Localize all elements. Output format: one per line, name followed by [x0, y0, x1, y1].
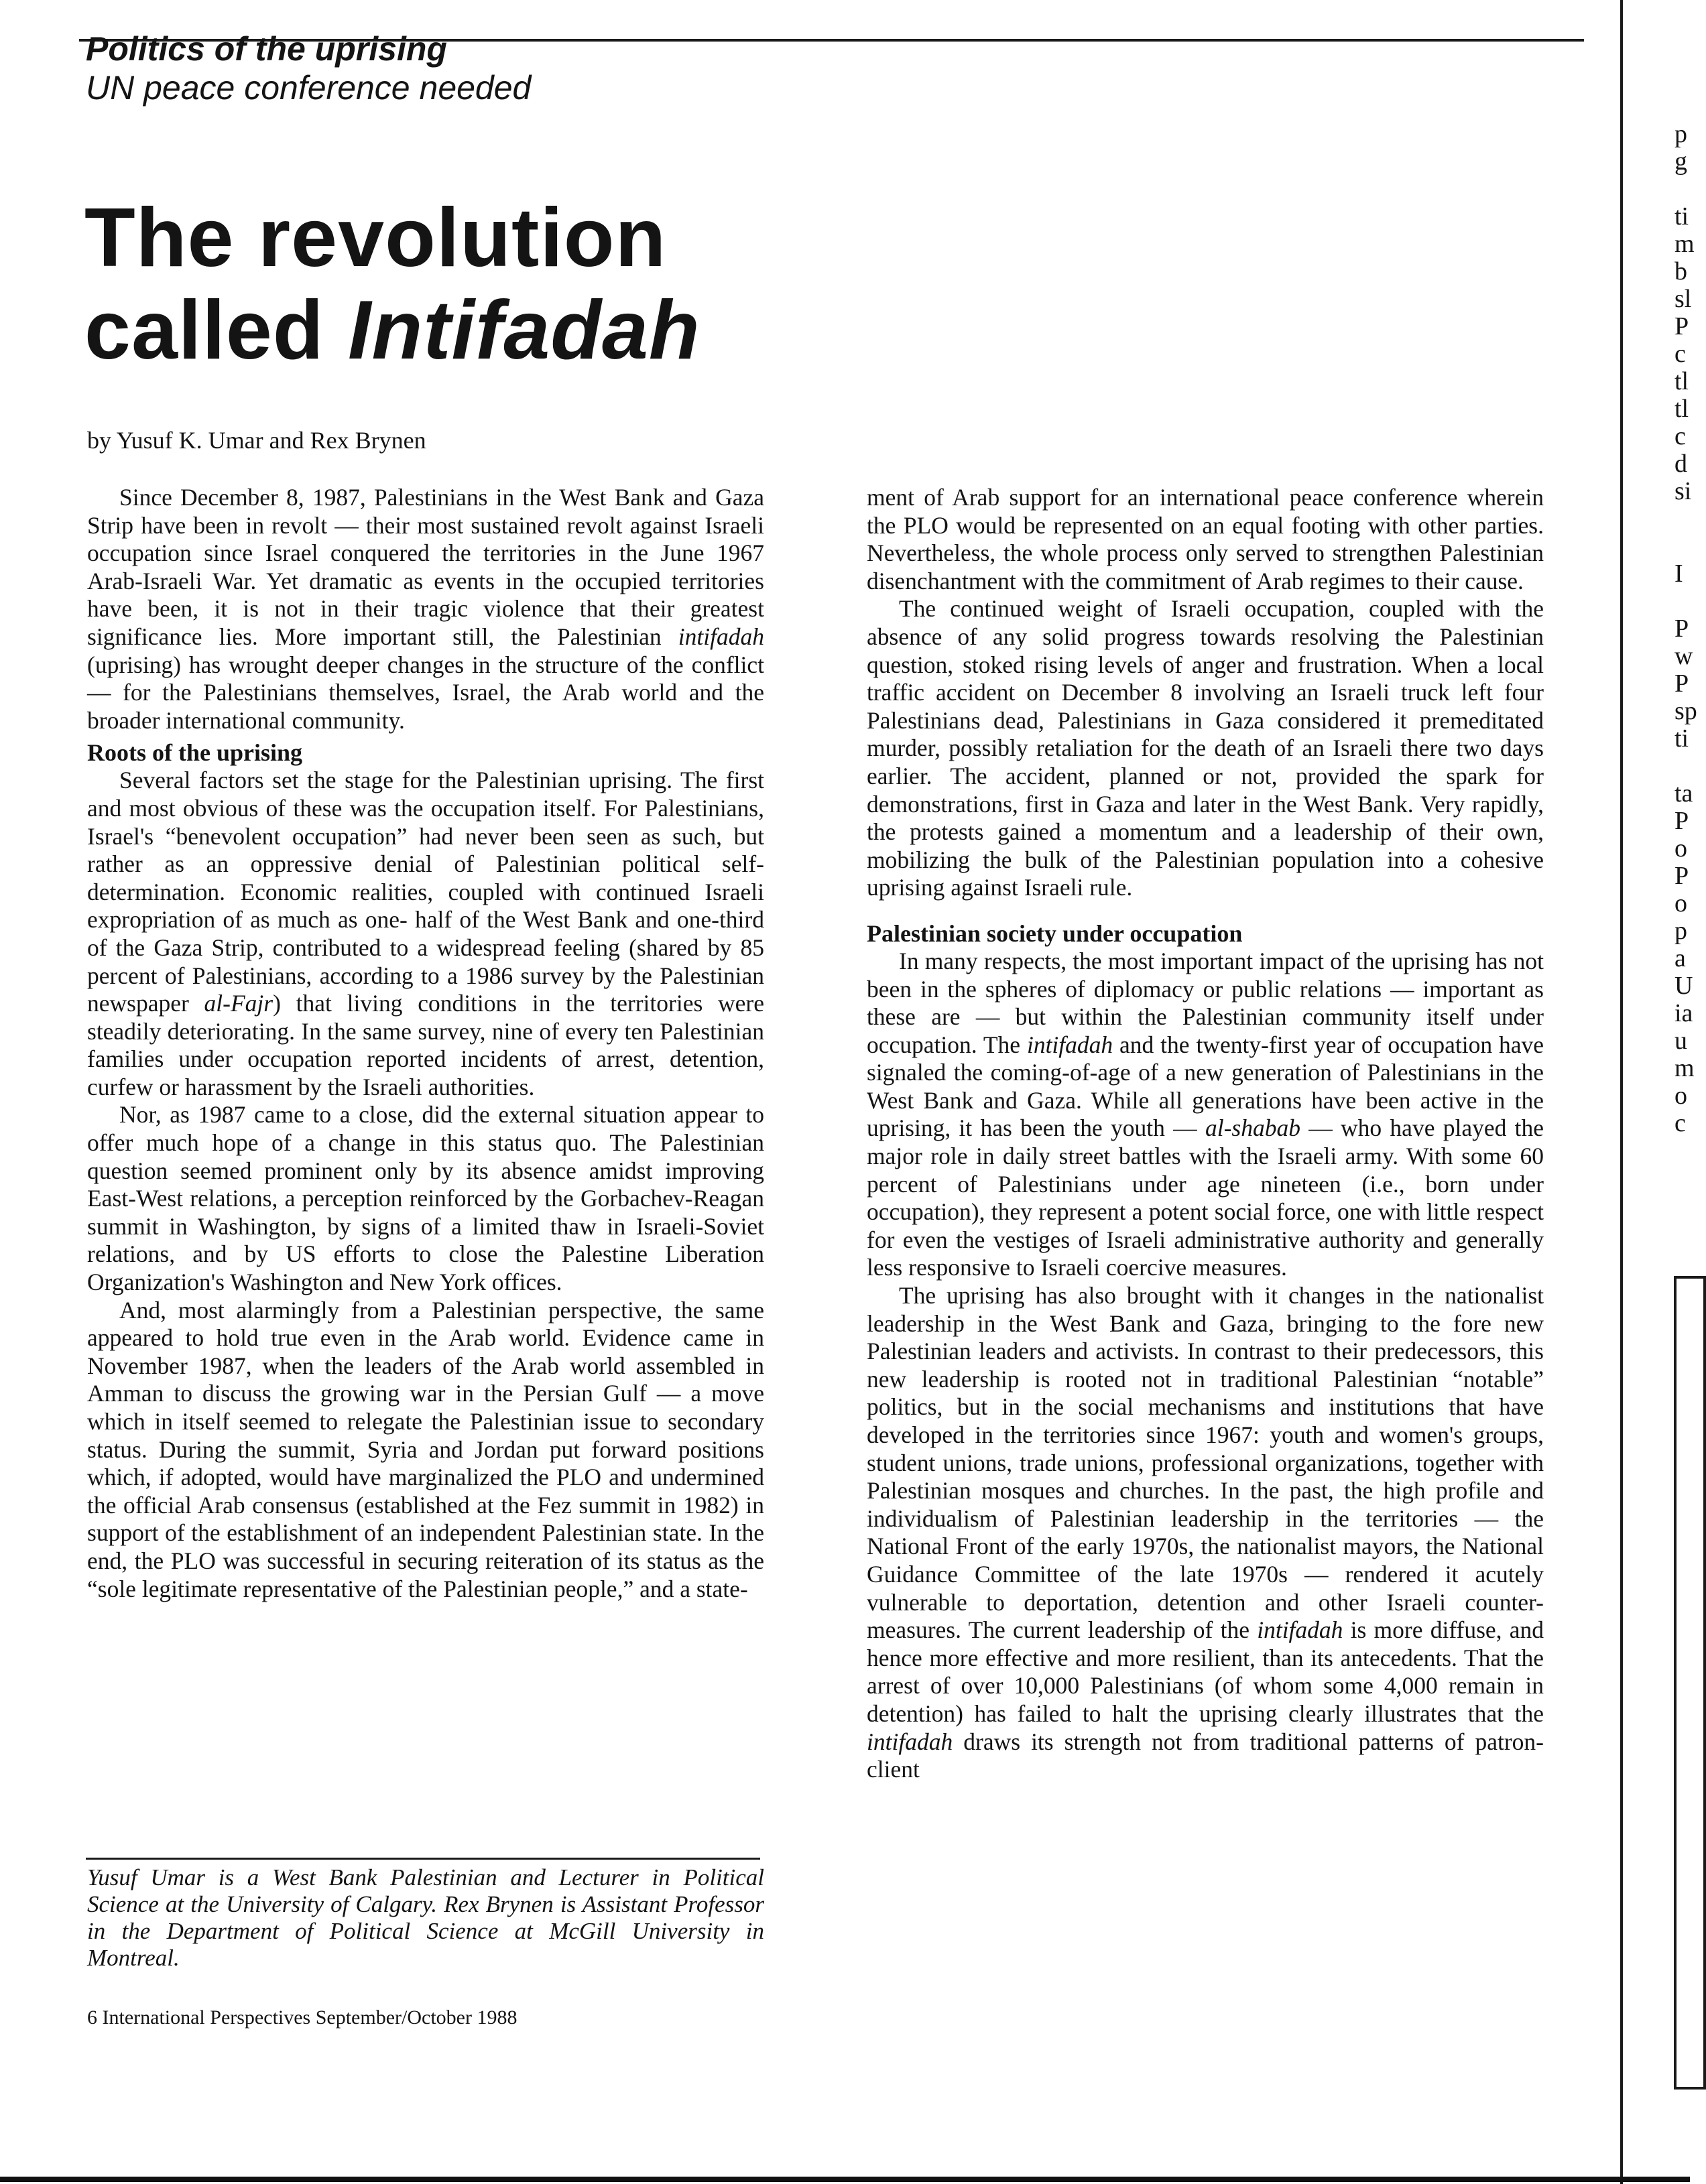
- author-bio: Yusuf Umar is a West Bank Palestinian and Lecturer in Political Science at the University of Calgary. Rex Brynen is Assistant Professor in the Department of Political Science at McGill University in Montreal.: [87, 1864, 764, 1971]
- bottom-rule: [0, 2177, 1690, 2182]
- article-headline: [84, 192, 700, 377]
- paragraph: Since December 8, 1987, Palestinians in the West Bank and Gaza Strip have been in revolt — their most sustained revolt against Israeli occupation since Israel conquered the territories in the June 1967 Arab-Israeli War. Yet dramatic as events in the occupied territories have been, it is not in their tragic violence that their greatest significance lies. More important still, the Palestinian intifadah (uprising) has wrought deeper changes in the structure of the conflict — for the Palestinians themselves, Israel, the Arab world and the broader international community.: [87, 484, 764, 734]
- next-page-edge-text: [1674, 121, 1697, 1137]
- headline-line-2-italic: Intifadah: [348, 284, 700, 377]
- next-page-fragment: si: [1674, 477, 1692, 505]
- next-page-fragment: o: [1674, 1082, 1687, 1110]
- article-column-left: [87, 484, 764, 1603]
- next-page-fragment: [1674, 505, 1697, 533]
- next-page-fragment: P: [1674, 862, 1689, 890]
- next-page-fragment: o: [1674, 834, 1687, 862]
- next-page-fragment: I: [1674, 560, 1683, 588]
- headline-line-2: [84, 284, 700, 377]
- next-page-fragment: P: [1674, 807, 1689, 835]
- next-page-edge-box: [1674, 1276, 1706, 2090]
- kicker-line-1: Politics of the uprising: [86, 30, 447, 68]
- next-page-fragment: P: [1674, 615, 1689, 643]
- headline-line-1: The revolution: [84, 192, 667, 284]
- kicker-line-2: UN peace conference needed: [86, 69, 532, 107]
- paragraph: In many respects, the most important impact of the uprising has not been in the spheres of diplomacy or public relations — important as these are — but within the Palestinian community itself under occupation. The intifadah and the twenty-first year of occupation have signaled the coming-of-age of a new generation of Palestinians in the West Bank and Gaza. While all generations have been active in the uprising, it has been the youth — al-shabab — who have played the major role in daily street battles with the Israeli army. With some 60 percent of Palestinians under age nineteen (i.e., born under occupation), they represent a potent social force, one with little respect for even the vestiges of Israeli administrative authority and generally less responsive to Israeli coercive measures.: [867, 947, 1544, 1281]
- next-page-fragment: [1674, 753, 1697, 780]
- next-page-fragment: m: [1674, 230, 1695, 258]
- next-page-fragment: sp: [1674, 697, 1697, 725]
- next-page-fragment: m: [1674, 1054, 1695, 1082]
- paragraph: ment of Arab support for an international peace conference wherein the PLO would be represented on an equal footing with other parties. Nevertheless, the whole process only served to strengthen Palestinian disenchantment with the commitment of Arab regimes to their cause.: [867, 484, 1544, 594]
- next-page-fragment: tl: [1674, 367, 1689, 395]
- bio-rule: [86, 1858, 760, 1860]
- next-page-fragment: d: [1674, 450, 1687, 478]
- article-column-right: [867, 484, 1544, 1784]
- next-page-fragment: o: [1674, 889, 1687, 917]
- next-page-fragment: [1674, 176, 1697, 203]
- headline-line-2-plain: called: [84, 284, 348, 377]
- next-page-fragment: P: [1674, 669, 1689, 698]
- next-page-fragment: b: [1674, 257, 1687, 285]
- next-page-fragment: sl: [1674, 285, 1692, 313]
- next-page-fragment: ia: [1674, 999, 1693, 1027]
- next-page-fragment: u: [1674, 1027, 1687, 1055]
- next-page-fragment: g: [1674, 147, 1687, 176]
- next-page-fragment: p: [1674, 917, 1687, 945]
- next-page-fragment: c: [1674, 422, 1686, 450]
- subheading-society: Palestinian society under occupation: [867, 919, 1243, 947]
- paragraph: And, most alarmingly from a Palestinian perspective, the same appeared to hold true even in the Arab world. Evidence came in November 1987, when the leaders of the Arab world assembled in Amman to discuss the growing war in the Persian Gulf — a move which in itself seemed to relegate the Palestinian issue to secondary status. During the summit, Syria and Jordan put forward positions which, if adopted, would have marginalized the PLO and undermined the official Arab consensus (established at the Fez summit in 1982) in support of the establishment of an independent Palestinian state. In the end, the PLO was successful in securing reiteration of its status as the “sole legitimate representative of the Palestinian people,” and a state-: [87, 1296, 764, 1602]
- paragraph: The uprising has also brought with it changes in the nationalist leadership in the West Bank and Gaza, bringing to the fore new Palestinian leaders and activists. In contrast to their predecessors, this new leadership is rooted not in traditional Palestinian “notable” politics, but in the social mechanisms and institutions that have developed in the territories since 1967: youth and women's groups, student unions, trade unions, professional organizations, together with Palestinian mosques and churches. In the past, the high profile and individualism of Palestinian leadership in the territories — the National Front of the early 1970s, the nationalist mayors, the National Guidance Committee of the late 1970s — rendered it acutely vulnerable to deportation, detention and other Israeli counter-measures. The current leadership of the intifadah is more diffuse, and hence more effective and more resilient, than its antecedents. That the arrest of over 10,000 Palestinians (of whom some 4,000 remain in detention) has failed to halt the uprising clearly illustrates that the intifadah draws its strength not from traditional patterns of patron-client: [867, 1282, 1544, 1783]
- binding-line: [1620, 0, 1623, 2184]
- next-page-fragment: ti: [1674, 202, 1689, 231]
- next-page-fragment: [1674, 533, 1697, 560]
- page-footer: 6 International Perspectives September/October 1988: [87, 2006, 517, 2029]
- next-page-fragment: w: [1674, 642, 1693, 670]
- paragraph: The continued weight of Israeli occupation, coupled with the absence of any solid progress towards resolving the Palestinian question, stoked rising levels of anger and frustration. When a local traffic accident on December 8 involving an Israeli truck left four Palestinians dead, Palestinians in Gaza considered it premeditated murder, possibly retaliation for the death of an Israeli there two days earlier. The accident, planned or not, provided the spark for demonstrations, first in Gaza and later in the West Bank. Very rapidly, the protests gained a momentum and a leadership of their own, mobilizing the bulk of the Palestinian population into a cohesive uprising against Israeli rule.: [867, 595, 1544, 901]
- next-page-fragment: U: [1674, 972, 1693, 1000]
- next-page-fragment: a: [1674, 944, 1686, 972]
- next-page-fragment: p: [1674, 120, 1687, 148]
- next-page-fragment: c: [1674, 340, 1686, 368]
- paragraph: Nor, as 1987 came to a close, did the external situation appear to offer much hope of a change in this status quo. The Palestinian question seemed prominent only by its absence amidst improving East-West relations, a perception reinforced by the Gorbachev-Reagan summit in Washington, by signs of a limited thaw in Israeli-Soviet relations, and by US efforts to close the Palestine Liberation Organization's Washington and New York offices.: [87, 1101, 764, 1296]
- next-page-fragment: c: [1674, 1109, 1686, 1137]
- byline: by Yusuf K. Umar and Rex Brynen: [87, 427, 426, 454]
- paragraph: Several factors set the stage for the Palestinian uprising. The first and most obvious of these was the occupation itself. For Palestinians, Israel's “benevolent occupation” had never been seen as such, but rather as an oppressive denial of Palestinian political self-determination. Economic realities, coupled with continued Israeli expropriation of as much as one- half of the West Bank and one-third of the Gaza Strip, contributed to a widespread feeling (shared by 85 percent of Palestinians, according to a 1986 survey by the Palestinian newspaper al-Fajr) that living conditions in the territories were steadily deteriorating. In the same survey, nine of every ten Palestinian families under occupation reported incidents of arrest, detention, curfew or harassment by the Israeli authorities.: [87, 767, 764, 1100]
- next-page-fragment: tl: [1674, 395, 1689, 423]
- next-page-fragment: P: [1674, 312, 1689, 340]
- section-kicker: [86, 29, 531, 107]
- next-page-fragment: [1674, 588, 1697, 615]
- subheading-roots: Roots of the uprising: [87, 739, 303, 767]
- next-page-fragment: ti: [1674, 724, 1689, 753]
- next-page-fragment: ta: [1674, 779, 1693, 808]
